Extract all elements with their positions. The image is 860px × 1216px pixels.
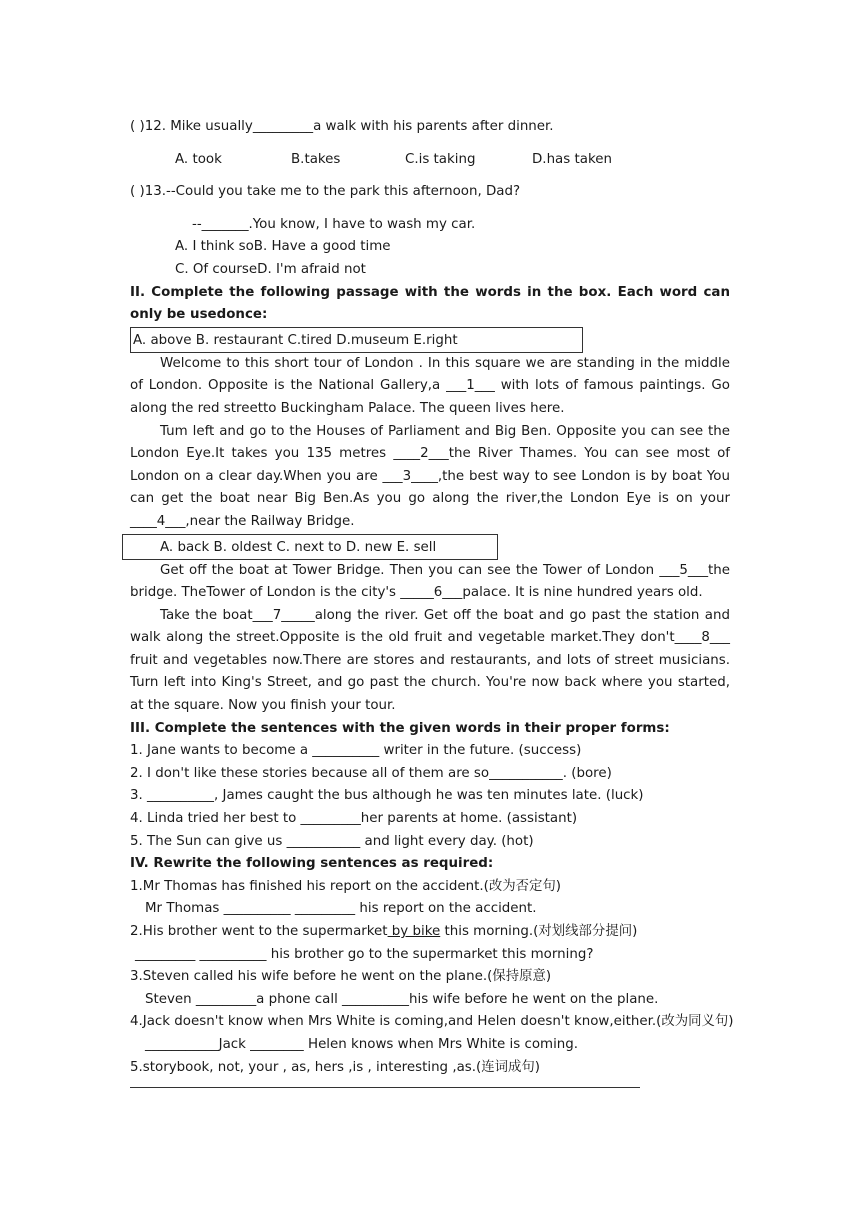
option-c: C.is taking <box>405 151 476 167</box>
section-4-heading: IV. Rewrite the following sentences as required: <box>130 856 494 872</box>
worksheet-page <box>130 116 734 1088</box>
option-b: B.takes <box>291 151 341 167</box>
sentence-item-1: 1. Jane wants to become a __________ writer in the future. (success) <box>130 743 582 759</box>
answer-line <box>130 1079 640 1088</box>
rewrite-2-answer: _________ __________ his brother go to the supermarket this morning? <box>135 946 594 962</box>
passage-paragraph-4: Take the boat___7_____along the river. Get off the boat and go past the station and walk along the street.Opposite is the old fruit and vegetable market.They don't____8___ fruit and vegetables now.There are stores and restaurants, and lots of street musicians. Turn left into King's Street, and go past the church. You're now back where you started, at the square. Now you finish your tour. <box>130 607 730 714</box>
word-box-2: A. back B. oldest C. next to D. new E. sell <box>122 534 498 560</box>
sentence-item-4: 4. Linda tried her best to _________her parents at home. (assistant) <box>130 811 578 827</box>
section-2-heading: II. Complete the following passage with the words in the box. Each word can only be usedonce: <box>130 284 730 323</box>
rewrite-5: 5.storybook, not, your , as, hers ,is , interesting ,as.(连词成句) <box>130 1059 541 1075</box>
question-12-options <box>130 149 730 172</box>
rewrite-2 <box>130 921 730 944</box>
question-13-reply: --_______.You know, I have to wash my car. <box>192 216 476 232</box>
sentence-item-2: 2. I don't like these stories because all of them are so___________. (bore) <box>130 765 612 781</box>
sentence-item-5: 5. The Sun can give us ___________ and light every day. (hot) <box>130 833 534 849</box>
option-d: D.has taken <box>532 151 612 167</box>
rewrite-2-pre: 2.His brother went to the supermarket <box>130 924 388 939</box>
section-3-heading: III. Complete the sentences with the given words in their proper forms: <box>130 720 670 736</box>
question-13-stem: ( )13.--Could you take me to the park this afternoon, Dad? <box>130 184 521 200</box>
rewrite-4-answer: ___________Jack ________ Helen knows when Mrs White is coming. <box>145 1036 579 1052</box>
passage-paragraph-3: Get off the boat at Tower Bridge. Then you can see the Tower of London ___5___the bridge. TheTower of London is the city's _____6___palace. It is nine hundred years old. <box>130 562 730 601</box>
question-12-stem: ( )12. Mike usually_________a walk with his parents after dinner. <box>130 119 554 134</box>
passage-paragraph-1: Welcome to this short tour of London . In this square we are standing in the middle of London. Opposite is the National Gallery,a ___1___ with lots of famous paintings. Go along the red streetto Buckingham Palace. The queen lives here. <box>130 355 730 416</box>
rewrite-1: 1.Mr Thomas has finished his report on the accident.(改为否定句) <box>130 878 562 894</box>
option-a: A. took <box>175 151 222 167</box>
question-13-options-2: C. Of courseD. I'm afraid not <box>175 261 366 277</box>
rewrite-1-answer: Mr Thomas __________ _________ his report on the accident. <box>145 901 537 917</box>
rewrite-2-underlined: by bike <box>387 924 441 939</box>
rewrite-4: 4.Jack doesn't know when Mrs White is coming,and Helen doesn't know,either.(改为同义句) <box>130 1014 734 1030</box>
word-box-1: A. above B. restaurant C.tired D.museum E.right <box>130 327 583 353</box>
passage-paragraph-2: Tum left and go to the Houses of Parliament and Big Ben. Opposite you can see the London Eye.It takes you 135 metres ____2___the River Thames. You can see most of London on a clear day.When you are ___3____,the best way to see London is by boat You can get the boat near Big Ben.As you go along the river,the London Eye is on your ____4___,near the Railway Bridge. <box>130 423 730 529</box>
question-13-options-1: A. I think soB. Have a good time <box>175 239 391 255</box>
rewrite-3-answer: Steven _________a phone call __________his wife before he went on the plane. <box>145 991 659 1007</box>
rewrite-3: 3.Steven called his wife before he went on the plane.(保持原意) <box>130 969 552 985</box>
rewrite-2-post: this morning.(对划线部分提问) <box>440 924 638 939</box>
sentence-item-3: 3. __________, James caught the bus although he was ten minutes late. (luck) <box>130 788 644 804</box>
